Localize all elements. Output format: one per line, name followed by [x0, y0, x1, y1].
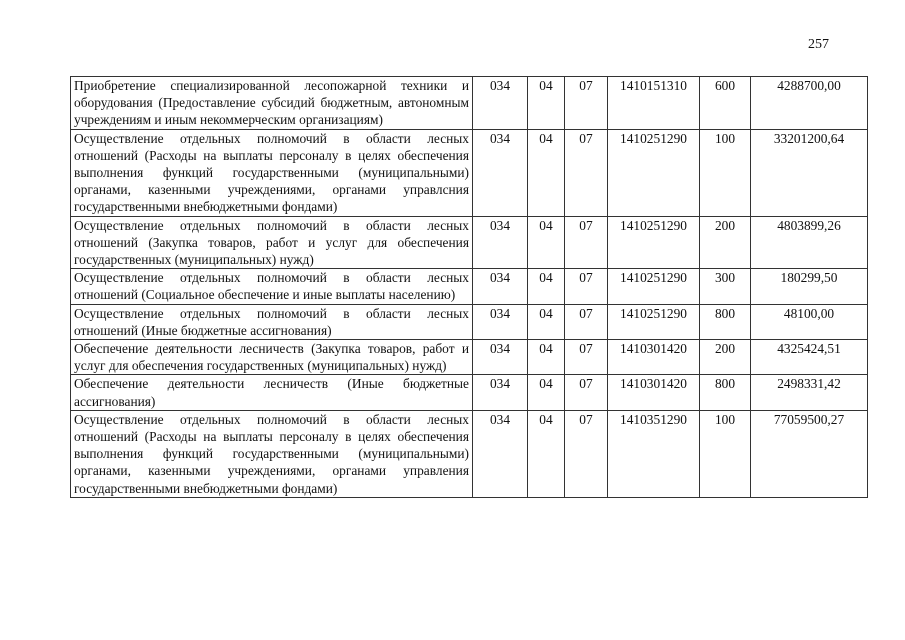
table-row [71, 77, 868, 130]
target-article-cell: 1410301420 [608, 375, 700, 410]
ministry-code-cell: 034 [473, 340, 528, 375]
section-code-cell: 04 [528, 216, 565, 269]
section-code-cell: 04 [528, 129, 565, 216]
amount-cell: 33201200,64 [751, 129, 868, 216]
row-name-cell: Осуществление отдельных полномочий в области лесных отношений (Социальное обеспечение и иные выплаты населению) [71, 269, 473, 304]
expense-type-cell: 100 [700, 129, 751, 216]
row-name-cell: Осуществление отдельных полномочий в области лесных отношений (Расходы на выплаты персоналу в целях обеспечения выполнения функций государственными (муниципальными) органами, казенными учреждениями, органами управления государственными внебюджетными фондами) [71, 410, 473, 497]
section-code-cell: 04 [528, 77, 565, 130]
subsection-code-cell: 07 [565, 340, 608, 375]
ministry-code-cell: 034 [473, 375, 528, 410]
subsection-code-cell: 07 [565, 304, 608, 339]
section-code-cell: 04 [528, 410, 565, 497]
table-row [71, 129, 868, 216]
expense-type-cell: 200 [700, 340, 751, 375]
target-article-cell: 1410151310 [608, 77, 700, 130]
expense-type-cell: 800 [700, 304, 751, 339]
table-row [71, 216, 868, 269]
target-article-cell: 1410301420 [608, 340, 700, 375]
target-article-cell: 1410251290 [608, 269, 700, 304]
row-name-cell: Обеспечение деятельности лесничеств (Закупка товаров, работ и услуг для обеспечения государственных (муниципальных) нужд) [71, 340, 473, 375]
expense-type-cell: 100 [700, 410, 751, 497]
page-number: 257 [808, 37, 829, 52]
subsection-code-cell: 07 [565, 129, 608, 216]
subsection-code-cell: 07 [565, 269, 608, 304]
section-code-cell: 04 [528, 269, 565, 304]
expense-type-cell: 600 [700, 77, 751, 130]
target-article-cell: 1410251290 [608, 304, 700, 339]
ministry-code-cell: 034 [473, 216, 528, 269]
amount-cell: 4803899,26 [751, 216, 868, 269]
budget-table [70, 76, 868, 498]
row-name-cell: Осуществление отдельных полномочий в области лесных отношений (Закупка товаров, работ и услуг для обеспечения государственных (муниципальных) нужд) [71, 216, 473, 269]
section-code-cell: 04 [528, 375, 565, 410]
row-name-cell: Осуществление отдельных полномочий в области лесных отношений (Расходы на выплаты персоналу в целях обеспечения выполнения функций государственными (муниципальными) органами, казенными учреждениями, органами управлсния государственными внебюджетными фондами) [71, 129, 473, 216]
subsection-code-cell: 07 [565, 410, 608, 497]
table-row [71, 304, 868, 339]
expense-type-cell: 200 [700, 216, 751, 269]
ministry-code-cell: 034 [473, 129, 528, 216]
ministry-code-cell: 034 [473, 77, 528, 130]
section-code-cell: 04 [528, 304, 565, 339]
row-name-cell: Приобретение специализированной лесопожарной техники и оборудования (Предоставление субсидий бюджетным, автономным учреждениям и иным некоммерческим организациям) [71, 77, 473, 130]
section-code-cell: 04 [528, 340, 565, 375]
ministry-code-cell: 034 [473, 410, 528, 497]
expense-type-cell: 800 [700, 375, 751, 410]
amount-cell: 2498331,42 [751, 375, 868, 410]
table-row [71, 340, 868, 375]
expense-type-cell: 300 [700, 269, 751, 304]
ministry-code-cell: 034 [473, 269, 528, 304]
subsection-code-cell: 07 [565, 77, 608, 130]
target-article-cell: 1410351290 [608, 410, 700, 497]
ministry-code-cell: 034 [473, 304, 528, 339]
amount-cell: 4325424,51 [751, 340, 868, 375]
amount-cell: 77059500,27 [751, 410, 868, 497]
row-name-cell: Осуществление отдельных полномочий в области лесных отношений (Иные бюджетные ассигнования) [71, 304, 473, 339]
amount-cell: 4288700,00 [751, 77, 868, 130]
table-row [71, 375, 868, 410]
row-name-cell: Обеспечение деятельности лесничеств (Иные бюджетные ассигнования) [71, 375, 473, 410]
amount-cell: 180299,50 [751, 269, 868, 304]
target-article-cell: 1410251290 [608, 216, 700, 269]
target-article-cell: 1410251290 [608, 129, 700, 216]
table-row [71, 269, 868, 304]
subsection-code-cell: 07 [565, 216, 608, 269]
subsection-code-cell: 07 [565, 375, 608, 410]
table-row [71, 410, 868, 497]
amount-cell: 48100,00 [751, 304, 868, 339]
